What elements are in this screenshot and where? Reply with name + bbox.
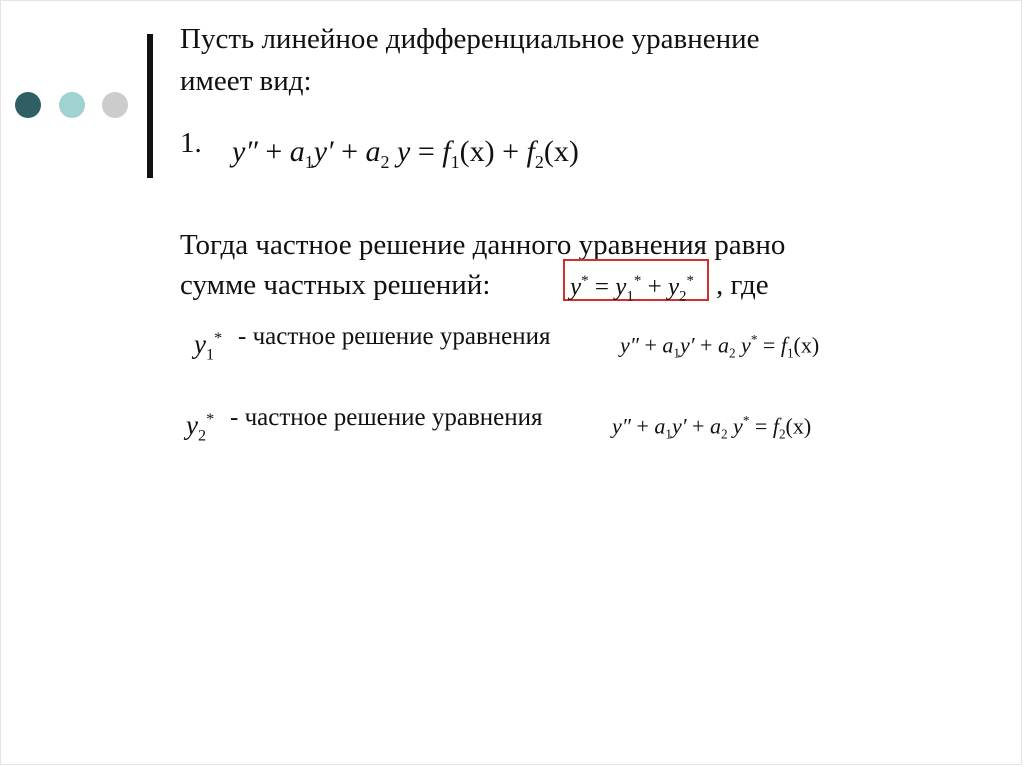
paragraph-line-1: Тогда частное решение данного уравнения равно xyxy=(180,229,786,261)
paragraph-line-2: сумме частных решений: xyxy=(180,269,491,301)
decor-dot-teal xyxy=(59,92,85,118)
equation-row-2: $y'' + a_1y' + a_2$ $y^* = f_2(x)$ xyxy=(612,413,812,442)
description-2: - частное решение уравнения xyxy=(230,404,543,431)
description-1: - частное решение уравнения xyxy=(238,323,551,350)
decor-dot-gray xyxy=(102,92,128,118)
item-number: 1. xyxy=(180,127,202,159)
partial-solution-1: $y_1^*$ xyxy=(194,329,223,364)
sum-formula: $y^* = y_1^* + y_2^*$ xyxy=(570,273,695,305)
decor-dot-dark xyxy=(15,92,41,118)
title-line-2: имеет вид: xyxy=(180,65,312,97)
equation-row-1: $y'' + a_1y' + a_2$ $y^* = f_1(x)$ xyxy=(620,332,820,361)
decor-vertical-bar xyxy=(147,34,153,178)
title-line-1: Пусть линейное дифференциальное уравнение xyxy=(180,23,760,55)
equation-main: $y'' + a_1y' + a_2$ $y = f_1(x) + f_2(x)$ xyxy=(232,135,579,172)
partial-solution-2: $y_2^*$ xyxy=(186,410,215,445)
where-label: , где xyxy=(716,269,769,301)
